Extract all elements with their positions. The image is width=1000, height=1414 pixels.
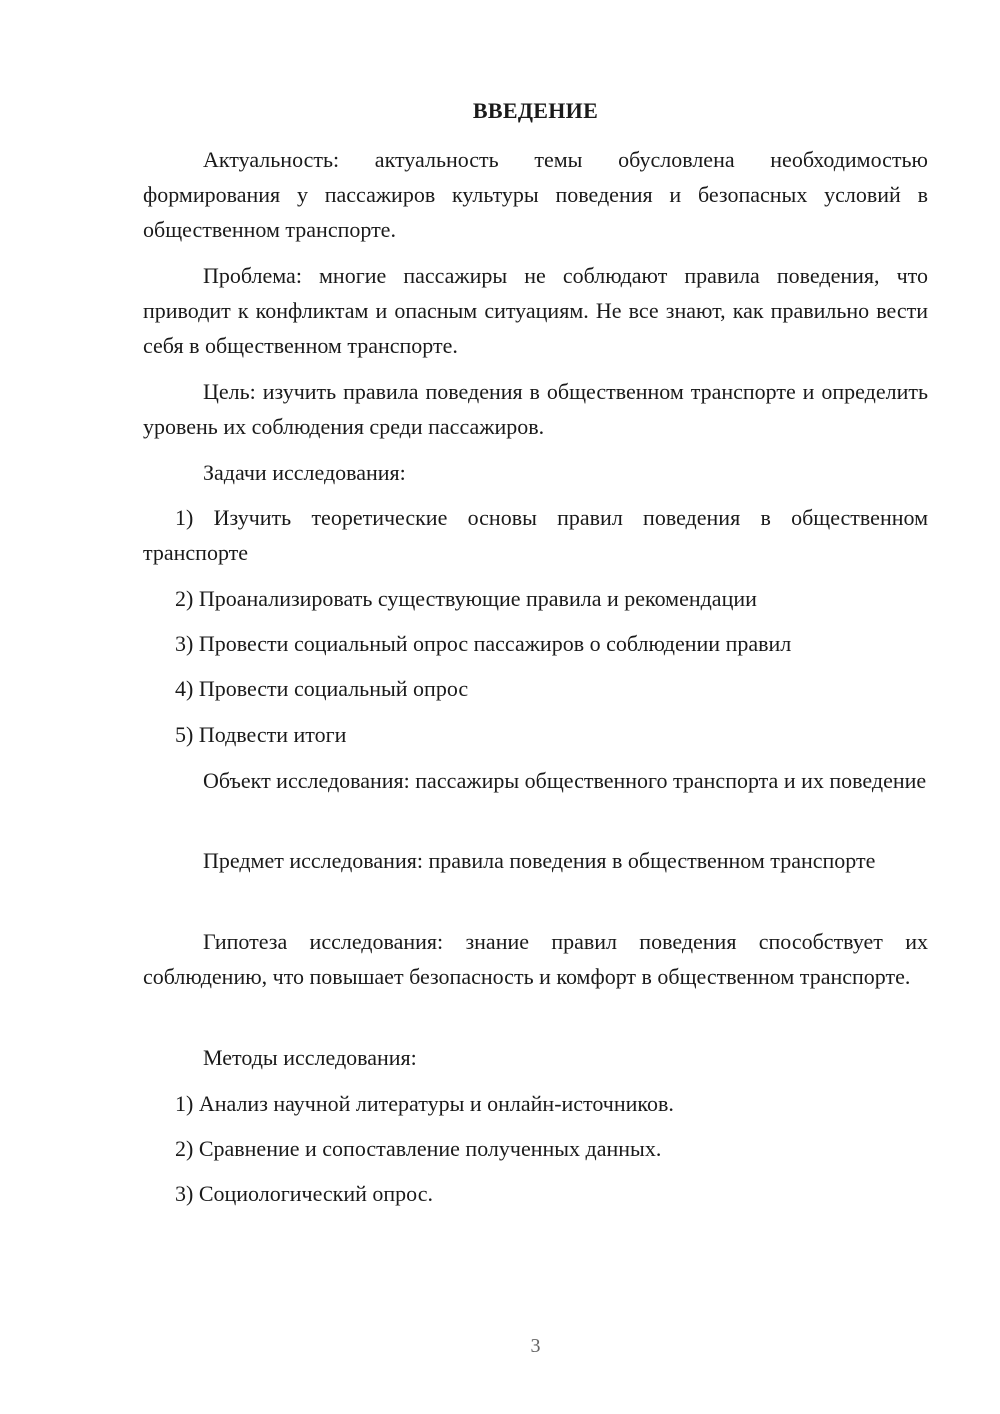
object-paragraph: Объект исследования: пассажиры общественного транспорта и их поведение bbox=[203, 768, 927, 793]
task-item-5: 5) Подвести итоги bbox=[175, 722, 347, 747]
subject-paragraph: Предмет исследования: правила поведения в общественном транспорте bbox=[203, 848, 876, 873]
task-item-3: 3) Провести социальный опрос пассажиров о соблюдении правил bbox=[175, 631, 792, 656]
methods-heading: Методы исследования: bbox=[203, 1045, 417, 1070]
goal-paragraph: Цель: изучить правила поведения в общественном транспорте и определить уровень их соблюдения среди пассажиров. bbox=[143, 379, 928, 439]
hypothesis-paragraph: Гипотеза исследования: знание правил поведения способствует их соблюдению, что повышает безопасность и комфорт в общественном транспорте. bbox=[143, 929, 928, 989]
task-item-1: 1) Изучить теоретические основы правил поведения в общественном транспорте bbox=[143, 505, 928, 565]
method-item-2: 2) Сравнение и сопоставление полученных данных. bbox=[175, 1136, 662, 1161]
method-item-1: 1) Анализ научной литературы и онлайн-источников. bbox=[175, 1091, 674, 1116]
page-title: ВВЕДЕНИЕ bbox=[472, 98, 599, 123]
task-item-2: 2) Проанализировать существующие правила и рекомендации bbox=[175, 586, 757, 611]
task-item-4: 4) Провести социальный опрос bbox=[175, 676, 469, 701]
tasks-heading: Задачи исследования: bbox=[203, 460, 406, 485]
page-number: 3 bbox=[530, 1335, 541, 1357]
method-item-3: 3) Социологический опрос. bbox=[175, 1181, 433, 1206]
relevance-paragraph: Актуальность: актуальность темы обусловлена необходимостью формирования у пассажиров культуры поведения и безопасных условий в общественном транспорте. bbox=[143, 147, 928, 242]
document-page bbox=[143, 0, 928, 1414]
problem-paragraph: Проблема: многие пассажиры не соблюдают правила поведения, что приводит к конфликтам и опасным ситуациям. Не все знают, как правильно вести себя в общественном транспорте. bbox=[143, 263, 928, 358]
